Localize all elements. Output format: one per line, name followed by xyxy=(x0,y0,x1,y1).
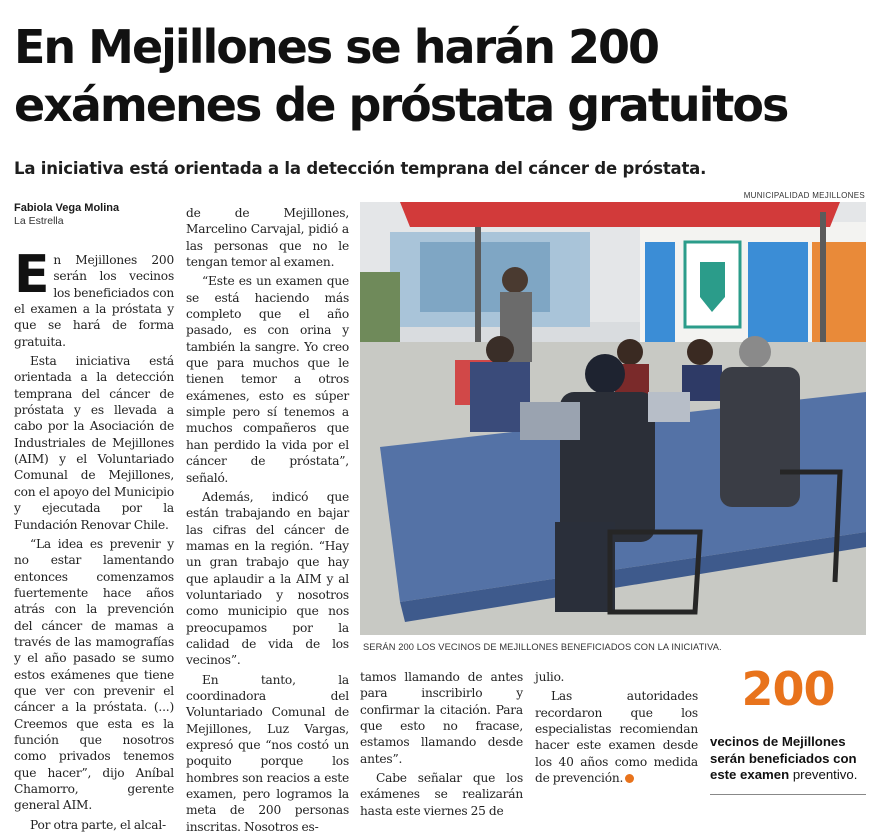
paragraph: de de Mejillones, Marcelino Carvajal, pidió a las personas que no le tengan temor al examen. xyxy=(186,206,349,270)
paragraph: Cabe señalar que los exámenes se realizarán hasta este viernes 25 de xyxy=(360,771,523,818)
end-mark-icon xyxy=(625,774,634,783)
article-column-1 xyxy=(14,245,174,836)
paragraph xyxy=(14,245,174,350)
paragraph-text: Las autoridades recordaron que los especialistas recomiendan hacer este examen desde los 40 años como medida de prevención. xyxy=(535,689,698,786)
paragraph-text: n Mejillones 200 serán los vecinos los beneficiados con el examen a la próstata y que se hará de forma gratuita. xyxy=(14,253,174,349)
headline-line-2: exámenes de próstata gratuitos xyxy=(14,78,788,132)
fact-description xyxy=(710,734,866,784)
paragraph: Además, indicó que están trabajando en bajar las cifras del cáncer de mamas en la región. “Hay un gran trabajo que hay que aplaudir a la AIM y al voluntariado y nosotros como municipio que nos preocupamos por la calidad de vida de los vecinos”. xyxy=(186,489,349,668)
drop-cap: E xyxy=(14,245,50,305)
article-column-2 xyxy=(186,205,349,838)
paragraph: Por otra parte, el alcal- xyxy=(30,817,166,832)
paragraph xyxy=(535,688,698,786)
paragraph: Esta iniciativa está orientada a la detección temprana del cáncer de próstata y es llevada a cabo por la Asociación de Industriales de Mejillones (AIM) y el Voluntariado Comunal de Mejillones, con el apoyo del Municipio y ejecutada por la Fundación Renovar Chile. xyxy=(14,354,174,532)
byline xyxy=(14,202,119,227)
subheadline: La iniciativa está orientada a la detección temprana del cáncer de próstata. xyxy=(14,159,707,178)
fact-box-rule xyxy=(710,794,866,795)
photo-illustration xyxy=(360,202,866,635)
fact-box xyxy=(710,662,866,795)
author-name: Fabiola Vega Molina xyxy=(14,202,120,214)
paragraph: “La idea es prevenir y no estar lamentando entonces comenzamos fuertemente hace años atrás con la prevención del cáncer de mamas a través de las mamografías y el año pasado se sumo estos exámenes que tiene que ver con prevenir el cáncer a la próstata. (...) Creemos que esta es la función que nosotros como privados tenemos que hacer”, dijo Aníbal Chamorro, gerente general AIM. xyxy=(14,536,174,813)
article-column-4 xyxy=(535,669,698,789)
headline xyxy=(14,18,874,134)
paragraph: “Este es un examen que se está haciendo más completo que el año pasado, es con orina y también la sangre. Yo creo que para muchos que le tienen temor a otros exámenes, esto es súper simple pero sí tenemos a muchos compañeros que han perdido la vida por el cáncer de próstata”, señaló. xyxy=(186,274,349,485)
fact-number: 200 xyxy=(741,662,835,716)
article-photo xyxy=(360,202,866,635)
fact-description-rest: preventivo. xyxy=(789,767,858,782)
photo-caption: SERÁN 200 LOS VECINOS DE MEJILLONES BENEFICIADOS CON LA INICIATIVA. xyxy=(363,642,722,652)
article-column-3 xyxy=(360,669,523,822)
outlet-name: La Estrella xyxy=(14,215,64,227)
fact-description-bold: vecinos de Mejillones serán beneficiados con este examen xyxy=(710,734,857,782)
paragraph: tamos llamando de antes para inscribirlo y confirmar la citación. Para que esto no fracase, estamos llamando desde antes”. xyxy=(360,670,523,766)
paragraph: julio. xyxy=(535,670,565,684)
headline-line-1: En Mejillones se harán 200 xyxy=(14,20,659,74)
paragraph: En tanto, la coordinadora del Voluntariado Comunal de Mejillones, Luz Vargas, expresó que “nos costó un poquito porque los hombres son reacios a este examen, pero logramos la meta de 200 personas inscritas. Nosotros es- xyxy=(186,672,349,834)
photo-credit: MUNICIPALIDAD MEJILLONES xyxy=(743,191,865,200)
